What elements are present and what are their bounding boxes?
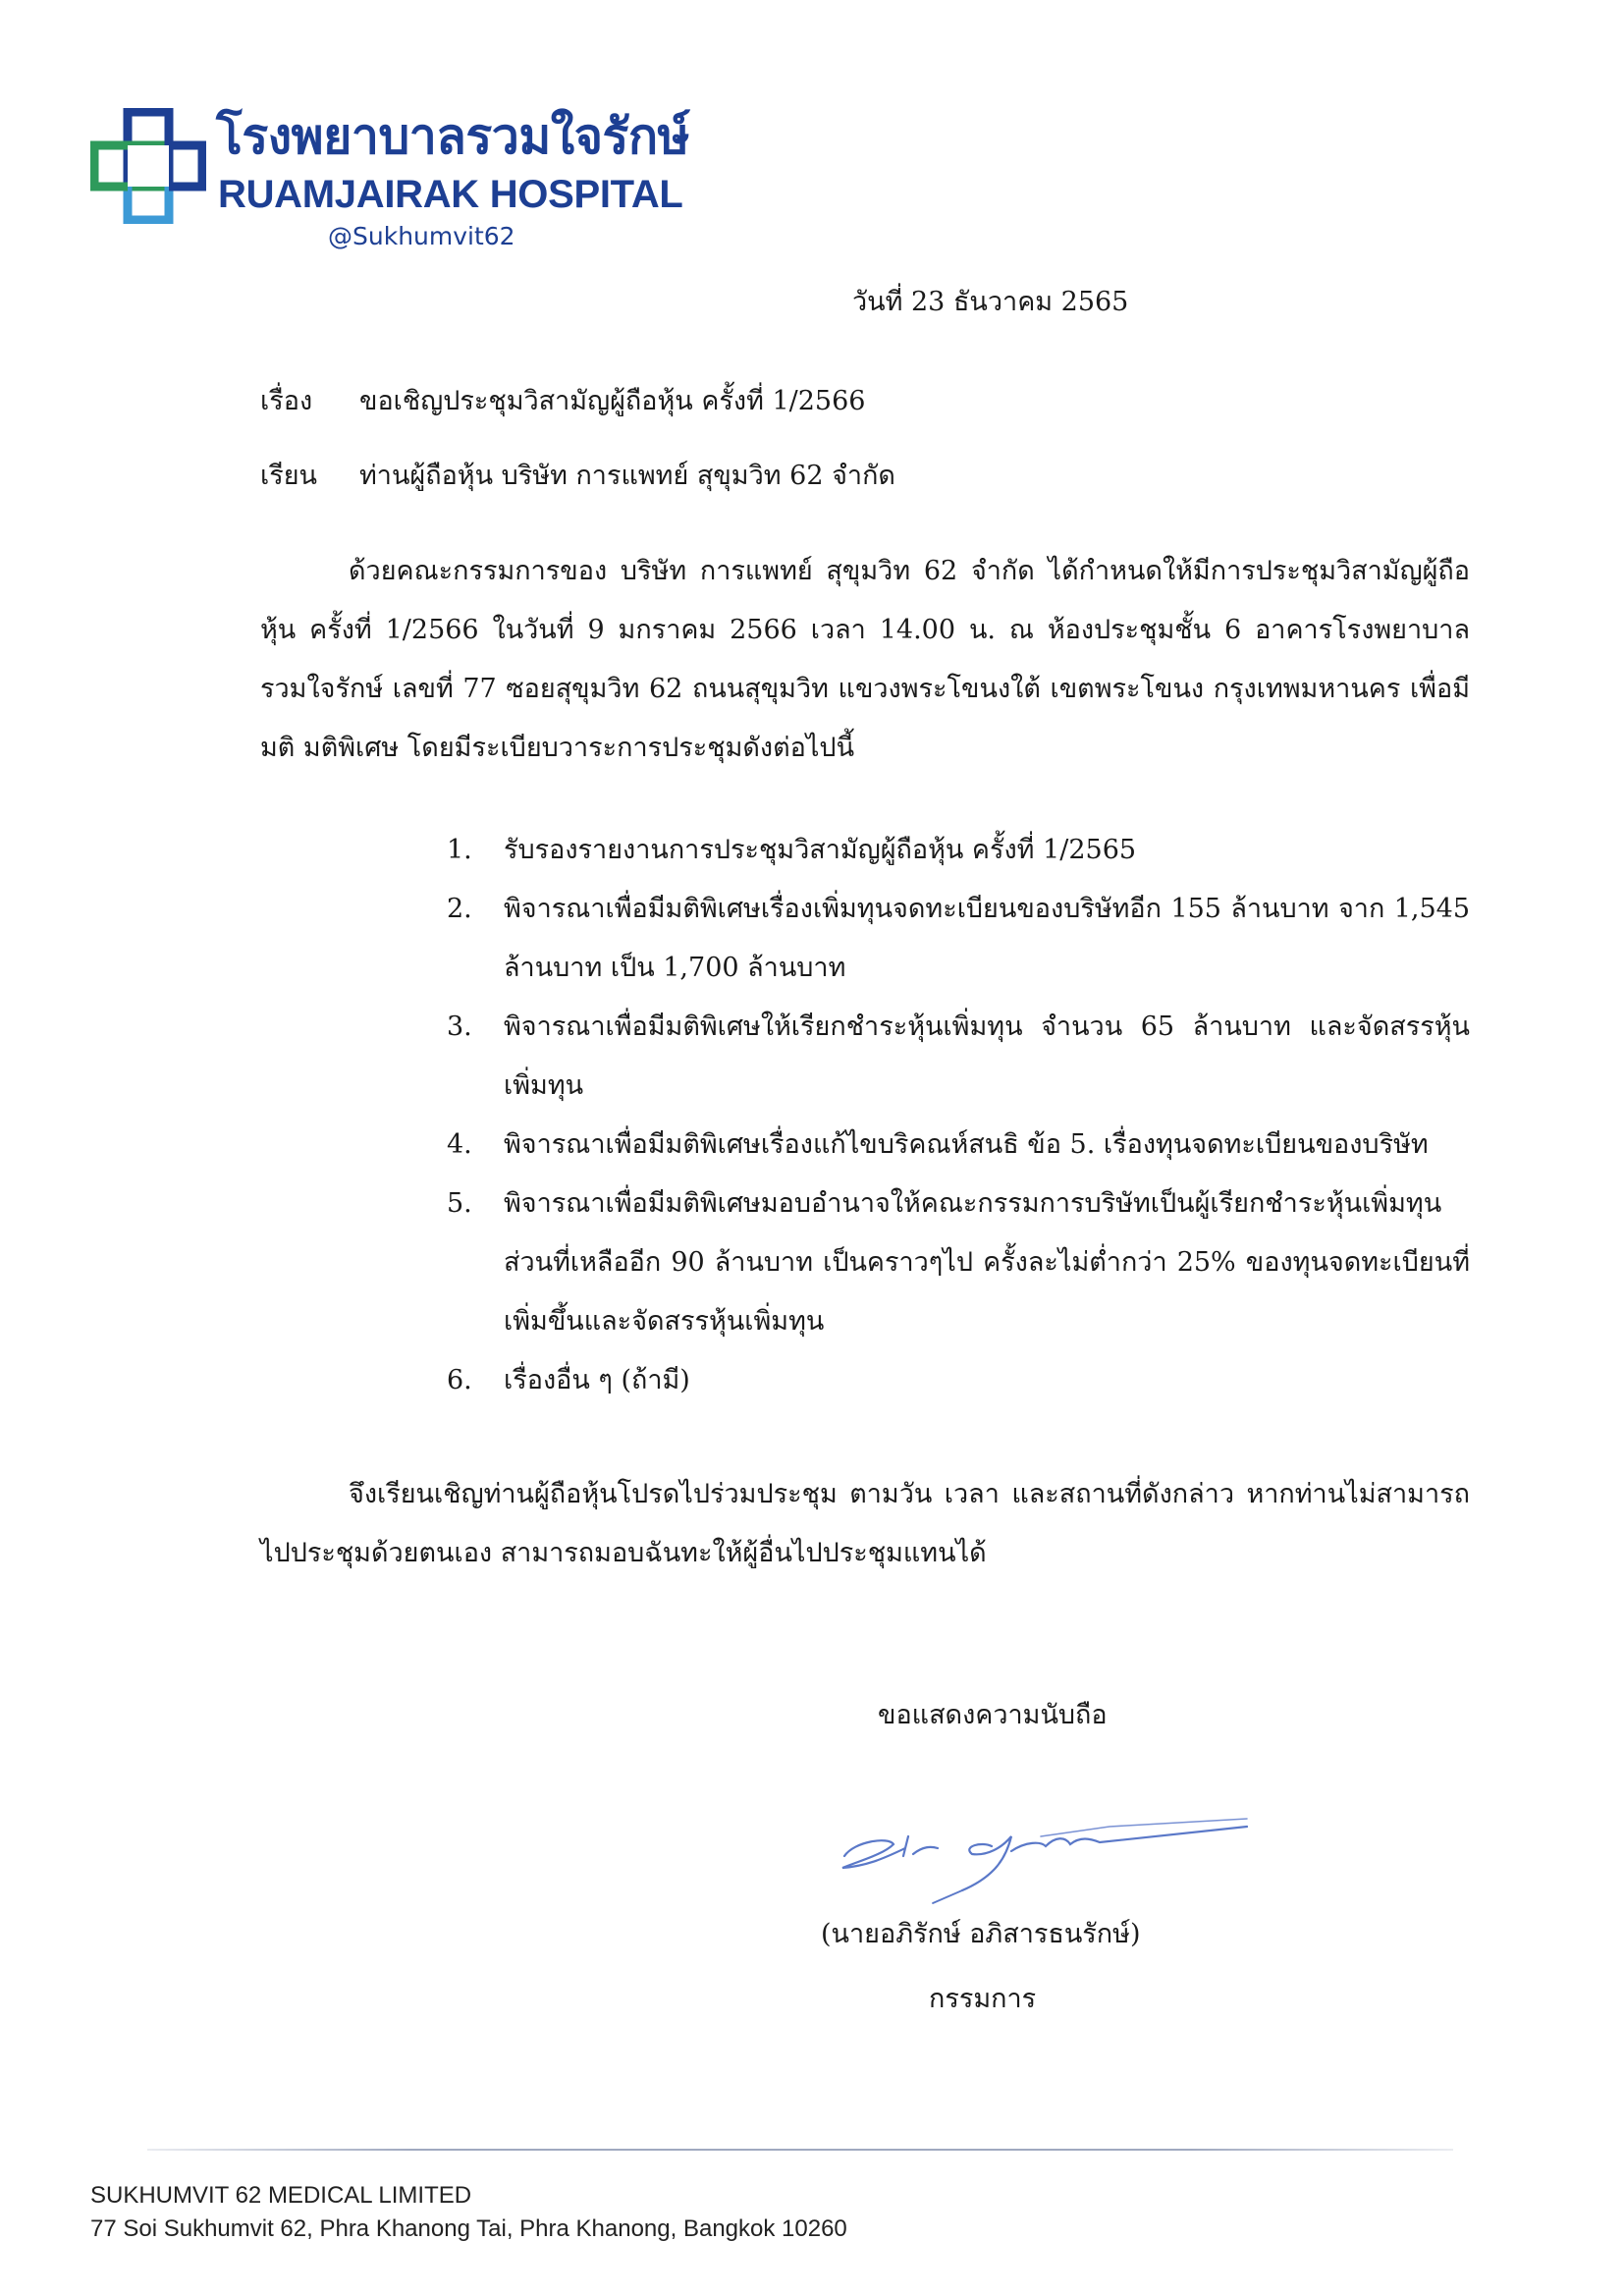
agenda-item-text: พิจารณาเพื่อมีมติพิเศษเรื่องเพิ่มทุนจดทะเบียนของบริษัทอีก 155 ล้านบาท จาก 1,545 ล้านบาท เป็น 1,700 ล้านบาท bbox=[504, 894, 1470, 983]
signature bbox=[815, 1797, 1276, 1905]
hospital-name-thai: โรงพยาบาลรวมใจรักษ์ bbox=[216, 108, 690, 165]
subject-label: เรื่อง bbox=[260, 386, 313, 416]
agenda-item bbox=[447, 880, 1470, 998]
hospital-branch: @Sukhumvit62 bbox=[328, 222, 515, 250]
invitation-paragraph bbox=[260, 1465, 1470, 1583]
agenda-item-number: 4. bbox=[447, 1129, 472, 1160]
signer-name: (นายอภิรักษ์ อภิสารธนรักษ์) bbox=[821, 1919, 1141, 1949]
agenda-item-number: 5. bbox=[447, 1188, 472, 1219]
footer-divider bbox=[147, 2149, 1453, 2151]
intro-paragraph bbox=[260, 542, 1470, 778]
agenda-item-number: 1. bbox=[447, 835, 472, 865]
agenda-item-text: เรื่องอื่น ๆ (ถ้ามี) bbox=[504, 1365, 690, 1395]
signer-role: กรรมการ bbox=[929, 1984, 1037, 2014]
agenda-item bbox=[447, 1116, 1470, 1175]
recipient-text: ท่านผู้ถือหุ้น บริษัท การแพทย์ สุขุมวิท 62 จำกัด bbox=[359, 461, 895, 491]
agenda-item bbox=[447, 1175, 1470, 1351]
hospital-logo bbox=[90, 98, 690, 265]
agenda-item-number: 6. bbox=[447, 1365, 472, 1395]
agenda-item-text: พิจารณาเพื่อมีมติพิเศษมอบอำนาจให้คณะกรรมการบริษัทเป็นผู้เรียกชำระหุ้นเพิ่มทุนส่วนที่เหลืออีก 90 ล้านบาท เป็นคราวๆไป ครั้งละไม่ต่ำกว่า 25% ของทุนจดทะเบียนที่เพิ่มขึ้นและจัดสรรหุ้นเพิ่มทุน bbox=[504, 1188, 1470, 1337]
footer-address: 77 Soi Sukhumvit 62, Phra Khanong Tai, Phra Khanong, Bangkok 10260 bbox=[90, 2215, 847, 2242]
intro-text: ด้วยคณะกรรมการของ บริษัท การแพทย์ สุขุมวิท 62 จำกัด ได้กำหนดให้มีการประชุมวิสามัญผู้ถือหุ้น ครั้งที่ 1/2566 ในวันที่ 9 มกราคม 2566 เวลา 14.00 น. ณ ห้องประชุมชั้น 6 อาคารโรงพยาบาลรวมใจรักษ์ เลขที่ 77 ซอยสุขุมวิท 62 ถนนสุขุมวิท แขวงพระโขนงใต้ เขตพระโขนง กรุงเทพมหานคร เพื่อมีมติ มติพิเศษ โดยมีระเบียบวาระการประชุมดังต่อไปนี้ bbox=[260, 556, 1470, 763]
agenda-item-text: พิจารณาเพื่อมีมติพิเศษเรื่องแก้ไขบริคณห์สนธิ ข้อ 5. เรื่องทุนจดทะเบียนของบริษัท bbox=[504, 1129, 1429, 1160]
invitation-text: จึงเรียนเชิญท่านผู้ถือหุ้นโปรดไปร่วมประชุม ตามวัน เวลา และสถานที่ดังกล่าว หากท่านไม่สามารถไปประชุมด้วยตนเอง สามารถมอบฉันทะให้ผู้อื่นไปประชุมแทนได้ bbox=[260, 1479, 1470, 1568]
hospital-name-english: RUAMJAIRAK HOSPITAL bbox=[218, 173, 683, 216]
agenda-item bbox=[447, 1351, 1470, 1410]
agenda-item-number: 3. bbox=[447, 1011, 472, 1042]
agenda-item-text: พิจารณาเพื่อมีมติพิเศษให้เรียกชำระหุ้นเพิ่มทุน จำนวน 65 ล้านบาท และจัดสรรหุ้นเพิ่มทุน bbox=[504, 1011, 1470, 1101]
letter-date: วันที่ 23 ธันวาคม 2565 bbox=[852, 287, 1129, 317]
medical-cross-icon bbox=[90, 108, 206, 224]
recipient-label: เรียน bbox=[260, 461, 318, 491]
agenda-item-text: รับรองรายงานการประชุมวิสามัญผู้ถือหุ้น ครั้งที่ 1/2565 bbox=[504, 835, 1137, 865]
footer-company: SUKHUMVIT 62 MEDICAL LIMITED bbox=[90, 2182, 472, 2209]
agenda-item bbox=[447, 821, 1470, 880]
agenda-item bbox=[447, 998, 1470, 1116]
subject-text: ขอเชิญประชุมวิสามัญผู้ถือหุ้น ครั้งที่ 1/2566 bbox=[359, 386, 866, 416]
closing-text: ขอแสดงความนับถือ bbox=[878, 1700, 1108, 1730]
agenda-item-number: 2. bbox=[447, 894, 472, 924]
agenda-list bbox=[447, 821, 1470, 1410]
